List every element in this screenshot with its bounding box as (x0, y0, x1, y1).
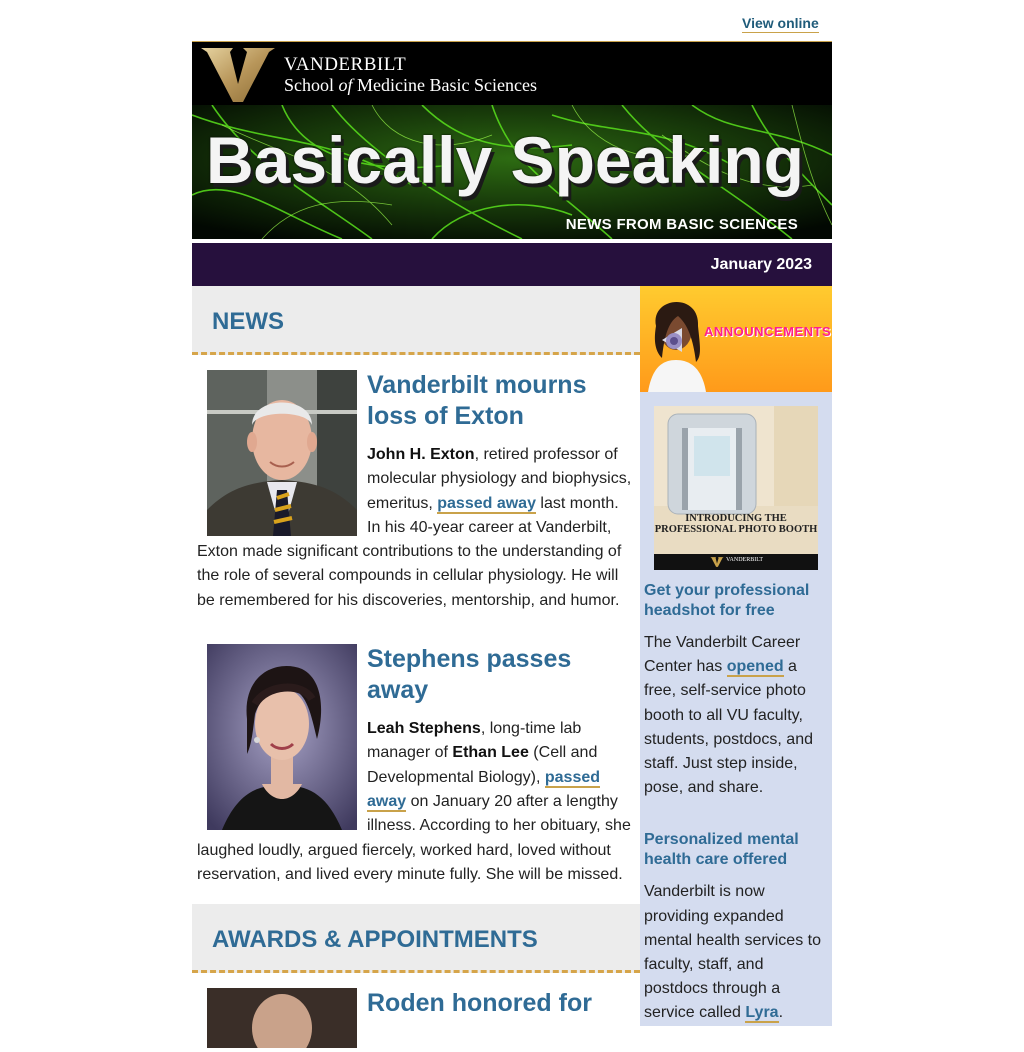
brand-subtitle: School of Medicine Basic Sciences (284, 75, 537, 95)
article-body: John H. Exton, retired professor of molecular physiology and biophysics, emeritus, passed away last month. In his 40-year career at Vanderbilt, Exton made significant contributions to the understanding of the role of several compounds in cellular physiology. He will be remembered for his discoveries, mentorship, and humor. (197, 446, 632, 609)
vanderbilt-v-logo-icon (199, 46, 277, 104)
issue-date: January 2023 (710, 256, 812, 273)
newsletter (192, 41, 832, 1052)
photo-booth-image[interactable] (654, 406, 818, 570)
section-heading-awards: AWARDS & APPOINTMENTS (192, 904, 640, 973)
brand-name: VANDERBILT (284, 54, 407, 75)
newsletter-title: Basically Speaking (206, 123, 804, 197)
sidebar-item-title[interactable]: Get your professional headshot for free (644, 582, 810, 619)
stephens-portrait-image (207, 644, 357, 830)
photo-booth-illustration (654, 406, 818, 570)
issue-date-bar (192, 243, 832, 286)
article-title[interactable]: Roden honored for (367, 989, 592, 1018)
view-online-link[interactable]: View online (742, 15, 819, 31)
opened-link[interactable]: opened (726, 658, 784, 676)
sidebar (640, 286, 832, 1026)
article-exton (192, 355, 640, 613)
lyra-link[interactable]: Lyra (745, 1004, 779, 1022)
passed-away-link[interactable]: passed away (437, 494, 536, 512)
article-body: Leah Stephens, long-time lab manager of Ethan Lee (Cell and Developmental Biology), passed away on January 20 after a lengthy illness. According to her obituary, she laughed loudly, argued fiercely, worked hard, loved without reservation, and lived every minute fully. She will be missed. (197, 720, 631, 883)
announcements-banner (640, 286, 832, 392)
article-stephens (192, 613, 640, 887)
brand-bar (192, 42, 832, 105)
section-heading-news: NEWS (192, 286, 640, 355)
main-column (192, 286, 640, 1052)
article-roden (192, 973, 640, 1052)
announcements-banner-image (640, 286, 832, 392)
content-columns (192, 286, 832, 1052)
roden-portrait-image (207, 988, 357, 1048)
newsletter-tagline: NEWS FROM BASIC SCIENCES (565, 216, 798, 233)
sidebar-item-body: The Vanderbilt Career Center has opened a free, self-service photo booth to all VU faculty, students, postdocs, and staff. Just step inside, pose, and share. (644, 634, 813, 797)
exton-portrait-image (207, 370, 357, 536)
passed-away-link[interactable]: passed away (367, 768, 601, 810)
photo-booth-caption: INTRODUCING THE PROFESSIONAL PHOTO BOOTH (654, 513, 818, 535)
hero-banner (192, 105, 832, 239)
article-title[interactable]: Stephens passes away (367, 645, 572, 705)
spacer (192, 887, 640, 904)
announcements-label: ANNOUNCEMENTS (704, 324, 832, 339)
photo-booth-footer (654, 554, 818, 570)
sidebar-item-body: Vanderbilt is now providing expanded mental health services to faculty, staff, and postdocs through a service called Lyra. (644, 883, 821, 1022)
sidebar-item-title[interactable]: Personalized mental health care offered (644, 831, 799, 869)
sidebar-item-mental-health (640, 830, 832, 1025)
vanderbilt-v-logo-icon (710, 556, 724, 568)
sidebar-item-headshot (640, 581, 832, 800)
article-title[interactable]: Vanderbilt mourns loss of Exton (367, 371, 587, 430)
photo-booth-footer-text: VANDERBILT (726, 557, 764, 563)
